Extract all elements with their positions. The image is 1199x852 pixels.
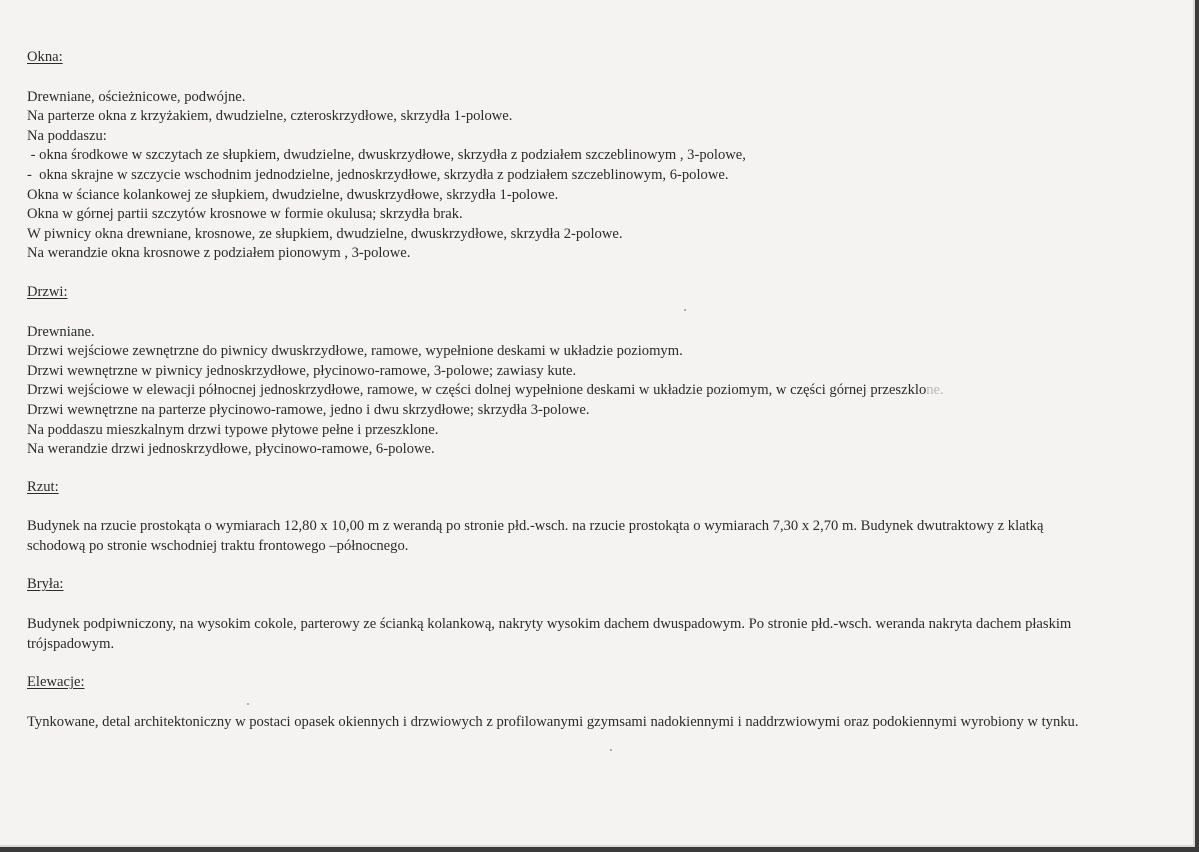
- text-line: Okna w górnej partii szczytów krosnowe w formie okulusa; skrzydła brak.: [27, 206, 463, 223]
- document-content: [27, 48, 1177, 732]
- section-body-rzut: Budynek na rzucie prostokąta o wymiarach 12,80 x 10,00 m z werandą po stronie płd.-wsch. na rzucie prostokąta o wymiarach 7,30 x 2,70 m. Budynek dwutraktowy z klatką schodową po stronie wschodniej traktu frontowego –północnego.: [27, 518, 1044, 554]
- scan-speck: [684, 309, 686, 311]
- text-line: Na werandzie okna krosnowe z podziałem pionowym , 3-polowe.: [27, 245, 411, 262]
- section-drzwi: [27, 283, 1177, 460]
- text-line: Okna w ściance kolankowej ze słupkiem, dwudzielne, dwuskrzydłowe, skrzydła 1-polowe.: [27, 186, 559, 203]
- section-heading-okna: Okna:: [27, 49, 63, 65]
- text-line: Drewniane.: [27, 323, 95, 340]
- text-line: Na werandzie drzwi jednoskrzydłowe, płycinowo-ramowe, 6-polowe.: [27, 441, 435, 458]
- text-line: Drewniane, ościeżnicowe, podwójne.: [27, 88, 246, 105]
- section-heading-bryla: Bryła:: [27, 576, 64, 593]
- scan-speck: [610, 749, 612, 751]
- text-line: Na poddaszu mieszkalnym drzwi typowe płytowe pełne i przeszklone.: [27, 421, 439, 438]
- text-line: Drzwi wejściowe zewnętrzne do piwnicy dwuskrzydłowe, ramowe, wypełnione deskami w układzie poziomym.: [27, 343, 683, 360]
- text-line: Na poddaszu:: [27, 127, 107, 144]
- text-line: Drzwi wewnętrzne na parterze płycinowo-ramowe, jedno i dwu skrzydłowe; skrzydła 3-polowe.: [27, 401, 590, 418]
- section-body-elewacje: Tynkowane, detal architektoniczny w postaci opasek okiennych i drzwiowych z profilowanymi gzymsami nadokiennymi i naddrzwiowymi oraz podokiennymi wyrobiony w tynku.: [27, 713, 1079, 730]
- section-elewacje: [27, 673, 1177, 732]
- section-rzut: [27, 478, 1177, 557]
- text-line: Na parterze okna z krzyżakiem, dwudzielne, czteroskrzydłowe, skrzydła 1-polowe.: [27, 108, 513, 125]
- faded-text: ne.: [926, 382, 944, 399]
- section-body-bryla: Budynek podpiwniczony, na wysokim cokole, parterowy ze ścianką kolankową, nakryty wysokim dachem dwuspadowym. Po stronie płd.-wsch. weranda nakryta dachem płaskim trójspadowym.: [27, 616, 1072, 652]
- section-okna: [27, 48, 1177, 264]
- section-bryla: [27, 575, 1177, 654]
- section-body-okna: [27, 88, 1177, 264]
- text-line: - okna skrajne w szczycie wschodnim jednodzielne, jednoskrzydłowe, skrzydła z podziałem szczeblinowym, 6-polowe.: [27, 166, 729, 183]
- section-heading-drzwi: Drzwi:: [27, 283, 68, 300]
- scan-speck: [247, 703, 249, 705]
- section-heading-elewacje: Elewacje:: [27, 674, 85, 691]
- text-line: Drzwi wewnętrzne w piwnicy jednoskrzydłowe, płycinowo-ramowe, 3-polowe; zawiasy kute.: [27, 362, 577, 379]
- text-line-main: Drzwi wejściowe w elewacji północnej jednoskrzydłowe, ramowe, w części dolnej wypełnione deskami w układzie poziomym, w części górnej przeszklo: [27, 382, 927, 399]
- text-line: W piwnicy okna drewniane, krosnowe, ze słupkiem, dwudzielne, dwuskrzydłowe, skrzydła 2-polowe.: [27, 225, 623, 242]
- text-line-faded: [27, 381, 1177, 401]
- text-line: - okna środkowe w szczytach ze słupkiem, dwudzielne, dwuskrzydłowe, skrzydła z podziałem szczeblinowym , 3-polowe,: [27, 147, 746, 164]
- section-body-drzwi: [27, 323, 1177, 460]
- section-heading-rzut: Rzut:: [27, 478, 59, 495]
